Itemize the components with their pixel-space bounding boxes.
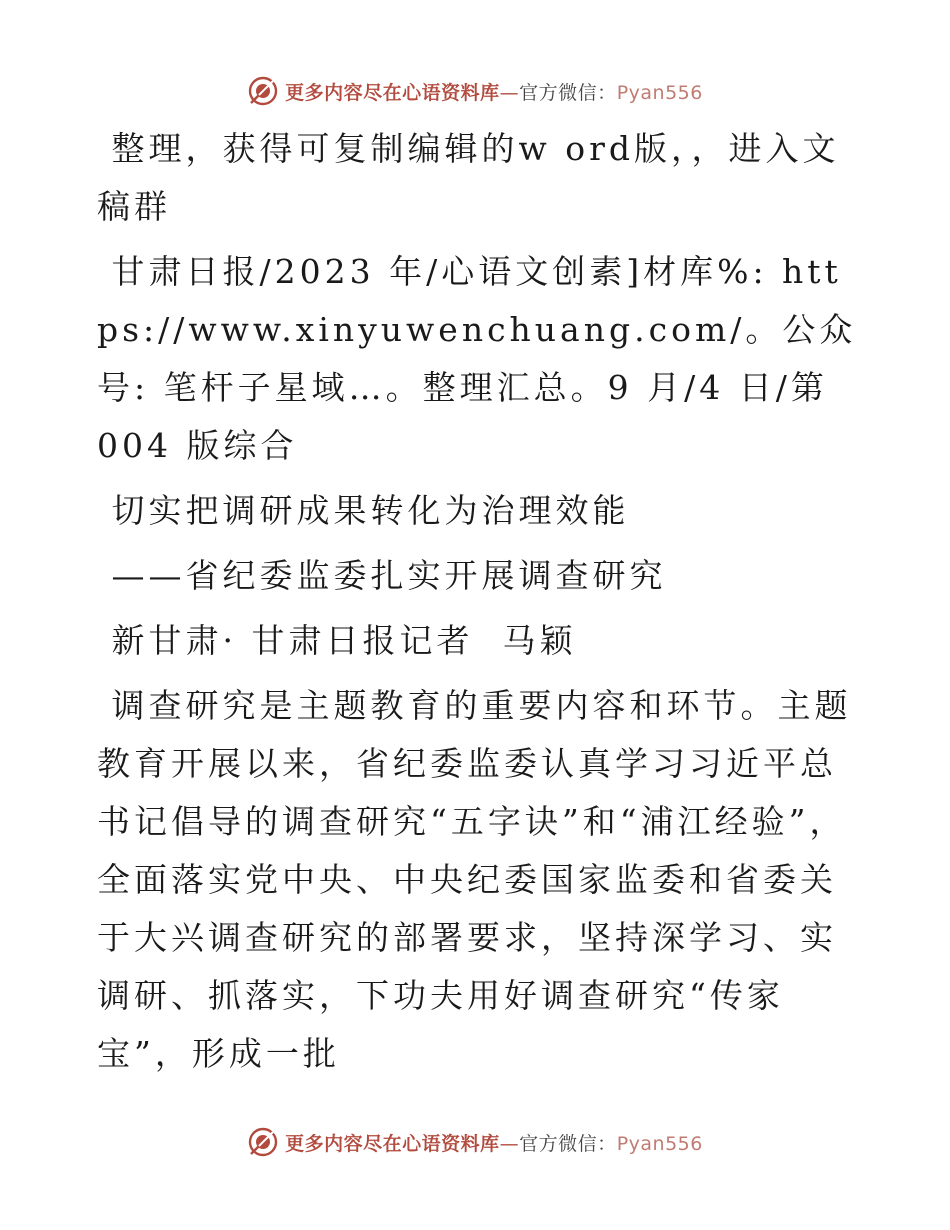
- intro-paragraph: 整理，获得可复制编辑的w ord版，，进入文稿群: [97, 129, 840, 226]
- article-subtitle: ——省纪委监委扎实开展调查研究: [97, 556, 667, 595]
- seal-logo-icon: [247, 1126, 279, 1158]
- article-byline: 新甘肃· 甘肃日报记者 马颖: [97, 621, 577, 660]
- bottom-watermark-banner: [0, 1122, 950, 1162]
- watermark-wechat-handle: Pyan556: [616, 1132, 703, 1155]
- document-body: [97, 120, 857, 1083]
- article-title: 切实把调研成果转化为治理效能: [97, 491, 630, 530]
- seal-logo-icon: [247, 75, 279, 107]
- watermark-main-text: 更多内容尽在心语资料库: [285, 1132, 500, 1155]
- watermark-wechat-label: 官方微信：: [519, 81, 617, 104]
- watermark-separator: —: [499, 81, 520, 104]
- watermark-separator: —: [499, 1132, 520, 1155]
- watermark-main-text: 更多内容尽在心语资料库: [285, 81, 500, 104]
- watermark-wechat-label: 官方微信：: [519, 1132, 617, 1155]
- top-watermark-banner: [0, 71, 950, 111]
- watermark-text: [285, 78, 703, 105]
- watermark-text: [285, 1129, 703, 1156]
- source-paragraph: 甘肃日报/2023 年/心语文创素]材库%: https://www.xinyuwenchuang.com/。公众号: 笔杆子星域…。整理汇总。9 月/4 日/第 004 版综合: [97, 252, 857, 465]
- watermark-wechat-handle: Pyan556: [616, 81, 703, 104]
- article-body-paragraph: 调查研究是主题教育的重要内容和环节。主题教育开展以来，省纪委监委认真学习习近平总书记倡导的调查研究“五字诀”和“浦江经验”，全面落实党中央、中央纪委国家监委和省委关于大兴调查研究的部署要求，坚持深学习、实调研、抓落实，下功夫用好调查研究“传家宝”，形成一批: [97, 686, 852, 1073]
